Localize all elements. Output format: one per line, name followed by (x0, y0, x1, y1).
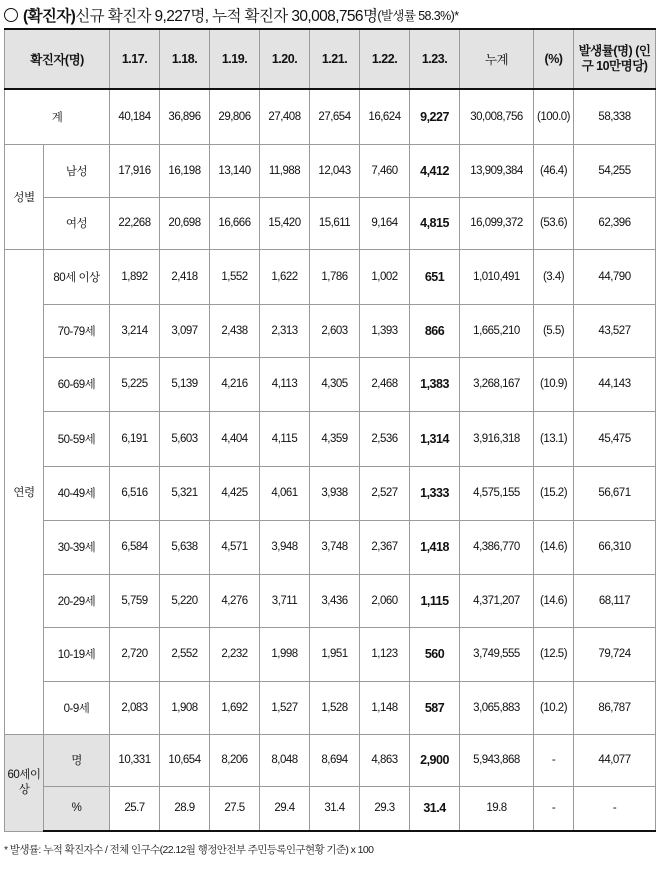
cell-cumulative: 3,268,167 (460, 357, 534, 411)
row-label: 80세 이상 (44, 249, 110, 304)
cell-daily: 4,115 (260, 411, 310, 466)
cell-percent: (3.4) (534, 249, 574, 304)
table-row (5, 627, 656, 681)
cell-daily: 13,140 (210, 144, 260, 197)
cell-daily: 2,536 (360, 411, 410, 466)
cell-cumulative: 5,943,868 (460, 734, 534, 786)
cell-percent: (14.6) (534, 520, 574, 574)
cell-rate: 44,077 (574, 734, 656, 786)
cell-daily: 1,786 (310, 249, 360, 304)
cell-daily: 5,638 (160, 520, 210, 574)
cell-cumulative: 4,371,207 (460, 574, 534, 627)
cell-daily: 560 (410, 627, 460, 681)
cell-cumulative: 3,065,883 (460, 681, 534, 734)
cases-table (4, 28, 656, 832)
cell-daily: 1,115 (410, 574, 460, 627)
cell-rate: 58,338 (574, 89, 656, 144)
table-row (5, 411, 656, 466)
table-row (5, 89, 656, 144)
cell-daily: 3,748 (310, 520, 360, 574)
circle-bullet-icon (4, 8, 18, 22)
cell-daily: 1,692 (210, 681, 260, 734)
cell-rate: 68,117 (574, 574, 656, 627)
cell-daily: 1,148 (360, 681, 410, 734)
row-label: 남성 (44, 144, 110, 197)
cell-daily: 15,611 (310, 197, 360, 249)
header-rate: 발생률(명) (인구 10만명당) (574, 29, 656, 89)
cell-daily: 5,759 (110, 574, 160, 627)
cell-daily: 4,425 (210, 466, 260, 520)
cell-daily: 4,815 (410, 197, 460, 249)
cell-daily: 866 (410, 304, 460, 357)
cell-daily: 29.4 (260, 786, 310, 831)
cell-daily: 2,083 (110, 681, 160, 734)
cell-daily: 1,002 (360, 249, 410, 304)
cell-daily: 25.7 (110, 786, 160, 831)
cell-cumulative: 1,665,210 (460, 304, 534, 357)
cell-daily: 5,225 (110, 357, 160, 411)
cell-rate: 44,143 (574, 357, 656, 411)
cell-daily: 2,367 (360, 520, 410, 574)
cell-daily: 3,214 (110, 304, 160, 357)
cell-daily: 6,191 (110, 411, 160, 466)
page-title (4, 2, 656, 28)
table-row (5, 786, 656, 831)
cell-daily: 8,694 (310, 734, 360, 786)
cell-daily: 27,654 (310, 89, 360, 144)
footnote: * 발생률: 누적 확진자수 / 전체 인구수(22.12월 행정안전부 주민등록인구현황 기준) x 100 (4, 844, 374, 856)
table-row (5, 304, 656, 357)
header-date: 1.23. (410, 29, 460, 89)
cell-rate: 79,724 (574, 627, 656, 681)
cell-cumulative: 19.8 (460, 786, 534, 831)
cell-daily: 4,863 (360, 734, 410, 786)
cell-cumulative: 16,099,372 (460, 197, 534, 249)
cell-daily: 2,603 (310, 304, 360, 357)
cell-daily: 1,892 (110, 249, 160, 304)
cell-daily: 5,321 (160, 466, 210, 520)
cell-rate: 86,787 (574, 681, 656, 734)
table-row (5, 734, 656, 786)
cell-cumulative: 3,749,555 (460, 627, 534, 681)
cell-daily: 1,123 (360, 627, 410, 681)
cell-daily: 1,383 (410, 357, 460, 411)
cell-daily: 31.4 (410, 786, 460, 831)
cell-cumulative: 4,386,770 (460, 520, 534, 574)
cell-daily: 6,516 (110, 466, 160, 520)
cell-daily: 1,393 (360, 304, 410, 357)
row-label: 계 (5, 89, 110, 144)
cell-daily: 4,276 (210, 574, 260, 627)
header-date: 1.21. (310, 29, 360, 89)
cell-percent: - (534, 786, 574, 831)
cell-daily: 15,420 (260, 197, 310, 249)
cell-daily: 4,113 (260, 357, 310, 411)
table-row (5, 357, 656, 411)
cell-rate: 62,396 (574, 197, 656, 249)
cell-daily: 4,359 (310, 411, 360, 466)
cell-daily: 2,468 (360, 357, 410, 411)
row-label: 30-39세 (44, 520, 110, 574)
cell-daily: 7,460 (360, 144, 410, 197)
row-label: 50-59세 (44, 411, 110, 466)
cell-daily: 4,404 (210, 411, 260, 466)
cell-rate: 45,475 (574, 411, 656, 466)
cell-rate: 54,255 (574, 144, 656, 197)
cell-daily: 5,139 (160, 357, 210, 411)
cell-daily: 29,806 (210, 89, 260, 144)
title-rate: (발생률 58.3%)* (377, 9, 459, 23)
cell-percent: (10.9) (534, 357, 574, 411)
cell-daily: 4,412 (410, 144, 460, 197)
group-senior: 60세이상 (5, 734, 44, 831)
cell-daily: 1,528 (310, 681, 360, 734)
group-gender: 성별 (5, 144, 44, 249)
cell-daily: 1,908 (160, 681, 210, 734)
cell-daily: 1,951 (310, 627, 360, 681)
table-row (5, 144, 656, 197)
cell-daily: 3,711 (260, 574, 310, 627)
cell-daily: 10,331 (110, 734, 160, 786)
cell-rate: 43,527 (574, 304, 656, 357)
cell-daily: 1,552 (210, 249, 260, 304)
row-label: 40-49세 (44, 466, 110, 520)
group-age: 연령 (5, 249, 44, 734)
cell-daily: 1,418 (410, 520, 460, 574)
cell-daily: 10,654 (160, 734, 210, 786)
cell-daily: 2,720 (110, 627, 160, 681)
cell-daily: 4,061 (260, 466, 310, 520)
cell-daily: 6,584 (110, 520, 160, 574)
cell-daily: 4,571 (210, 520, 260, 574)
row-label: 명 (44, 734, 110, 786)
cell-rate: 56,671 (574, 466, 656, 520)
cell-daily: 5,220 (160, 574, 210, 627)
cell-daily: 9,164 (360, 197, 410, 249)
table-row (5, 681, 656, 734)
cell-daily: 1,333 (410, 466, 460, 520)
cell-daily: 2,900 (410, 734, 460, 786)
cell-rate: - (574, 786, 656, 831)
cell-daily: 36,896 (160, 89, 210, 144)
header-date: 1.19. (210, 29, 260, 89)
cell-daily: 1,314 (410, 411, 460, 466)
cell-daily: 31.4 (310, 786, 360, 831)
cell-daily: 16,624 (360, 89, 410, 144)
cell-daily: 4,216 (210, 357, 260, 411)
table-row (5, 466, 656, 520)
cell-percent: (12.5) (534, 627, 574, 681)
cell-daily: 2,552 (160, 627, 210, 681)
cell-percent: (46.4) (534, 144, 574, 197)
table-row (5, 574, 656, 627)
cell-daily: 11,988 (260, 144, 310, 197)
table-row (5, 249, 656, 304)
cell-daily: 8,206 (210, 734, 260, 786)
header-date: 1.22. (360, 29, 410, 89)
cell-daily: 29.3 (360, 786, 410, 831)
cell-daily: 40,184 (110, 89, 160, 144)
cell-daily: 3,097 (160, 304, 210, 357)
row-label: 20-29세 (44, 574, 110, 627)
row-label: 0-9세 (44, 681, 110, 734)
cell-rate: 44,790 (574, 249, 656, 304)
cell-percent: (100.0) (534, 89, 574, 144)
cell-daily: 2,232 (210, 627, 260, 681)
cell-percent: (13.1) (534, 411, 574, 466)
cell-daily: 2,527 (360, 466, 410, 520)
header-percent: (%) (534, 29, 574, 89)
cell-daily: 3,436 (310, 574, 360, 627)
cell-daily: 8,048 (260, 734, 310, 786)
table-row (5, 520, 656, 574)
row-label: 여성 (44, 197, 110, 249)
cell-daily: 1,622 (260, 249, 310, 304)
row-label: 60-69세 (44, 357, 110, 411)
table-header-row (5, 29, 656, 89)
cell-daily: 2,313 (260, 304, 310, 357)
row-label: % (44, 786, 110, 831)
row-label: 10-19세 (44, 627, 110, 681)
row-label: 70-79세 (44, 304, 110, 357)
cell-daily: 20,698 (160, 197, 210, 249)
title-summary: 신규 확진자 9,227명, 누적 확진자 30,008,756명 (75, 8, 378, 25)
cell-rate: 66,310 (574, 520, 656, 574)
cell-daily: 28.9 (160, 786, 210, 831)
cell-cumulative: 30,008,756 (460, 89, 534, 144)
cell-daily: 587 (410, 681, 460, 734)
cell-percent: (14.6) (534, 574, 574, 627)
cell-daily: 651 (410, 249, 460, 304)
cell-daily: 1,527 (260, 681, 310, 734)
cell-daily: 22,268 (110, 197, 160, 249)
header-date: 1.18. (160, 29, 210, 89)
cell-percent: (5.5) (534, 304, 574, 357)
cell-daily: 16,198 (160, 144, 210, 197)
cell-daily: 3,948 (260, 520, 310, 574)
cell-daily: 27,408 (260, 89, 310, 144)
cell-daily: 9,227 (410, 89, 460, 144)
cell-daily: 12,043 (310, 144, 360, 197)
cell-cumulative: 3,916,318 (460, 411, 534, 466)
cell-daily: 2,418 (160, 249, 210, 304)
cell-daily: 4,305 (310, 357, 360, 411)
cell-cumulative: 4,575,155 (460, 466, 534, 520)
table-row (5, 197, 656, 249)
cell-daily: 1,998 (260, 627, 310, 681)
header-date: 1.20. (260, 29, 310, 89)
cell-daily: 5,603 (160, 411, 210, 466)
cell-daily: 17,916 (110, 144, 160, 197)
cell-daily: 27.5 (210, 786, 260, 831)
header-cumulative: 누계 (460, 29, 534, 89)
cell-percent: (10.2) (534, 681, 574, 734)
cell-percent: (15.2) (534, 466, 574, 520)
cell-cumulative: 1,010,491 (460, 249, 534, 304)
cell-daily: 3,938 (310, 466, 360, 520)
cell-cumulative: 13,909,384 (460, 144, 534, 197)
cell-percent: (53.6) (534, 197, 574, 249)
cell-daily: 2,060 (360, 574, 410, 627)
header-label: 확진자(명) (5, 29, 110, 89)
cell-daily: 2,438 (210, 304, 260, 357)
cell-daily: 16,666 (210, 197, 260, 249)
title-label: (확진자) (23, 8, 76, 25)
cell-percent: - (534, 734, 574, 786)
header-date: 1.17. (110, 29, 160, 89)
